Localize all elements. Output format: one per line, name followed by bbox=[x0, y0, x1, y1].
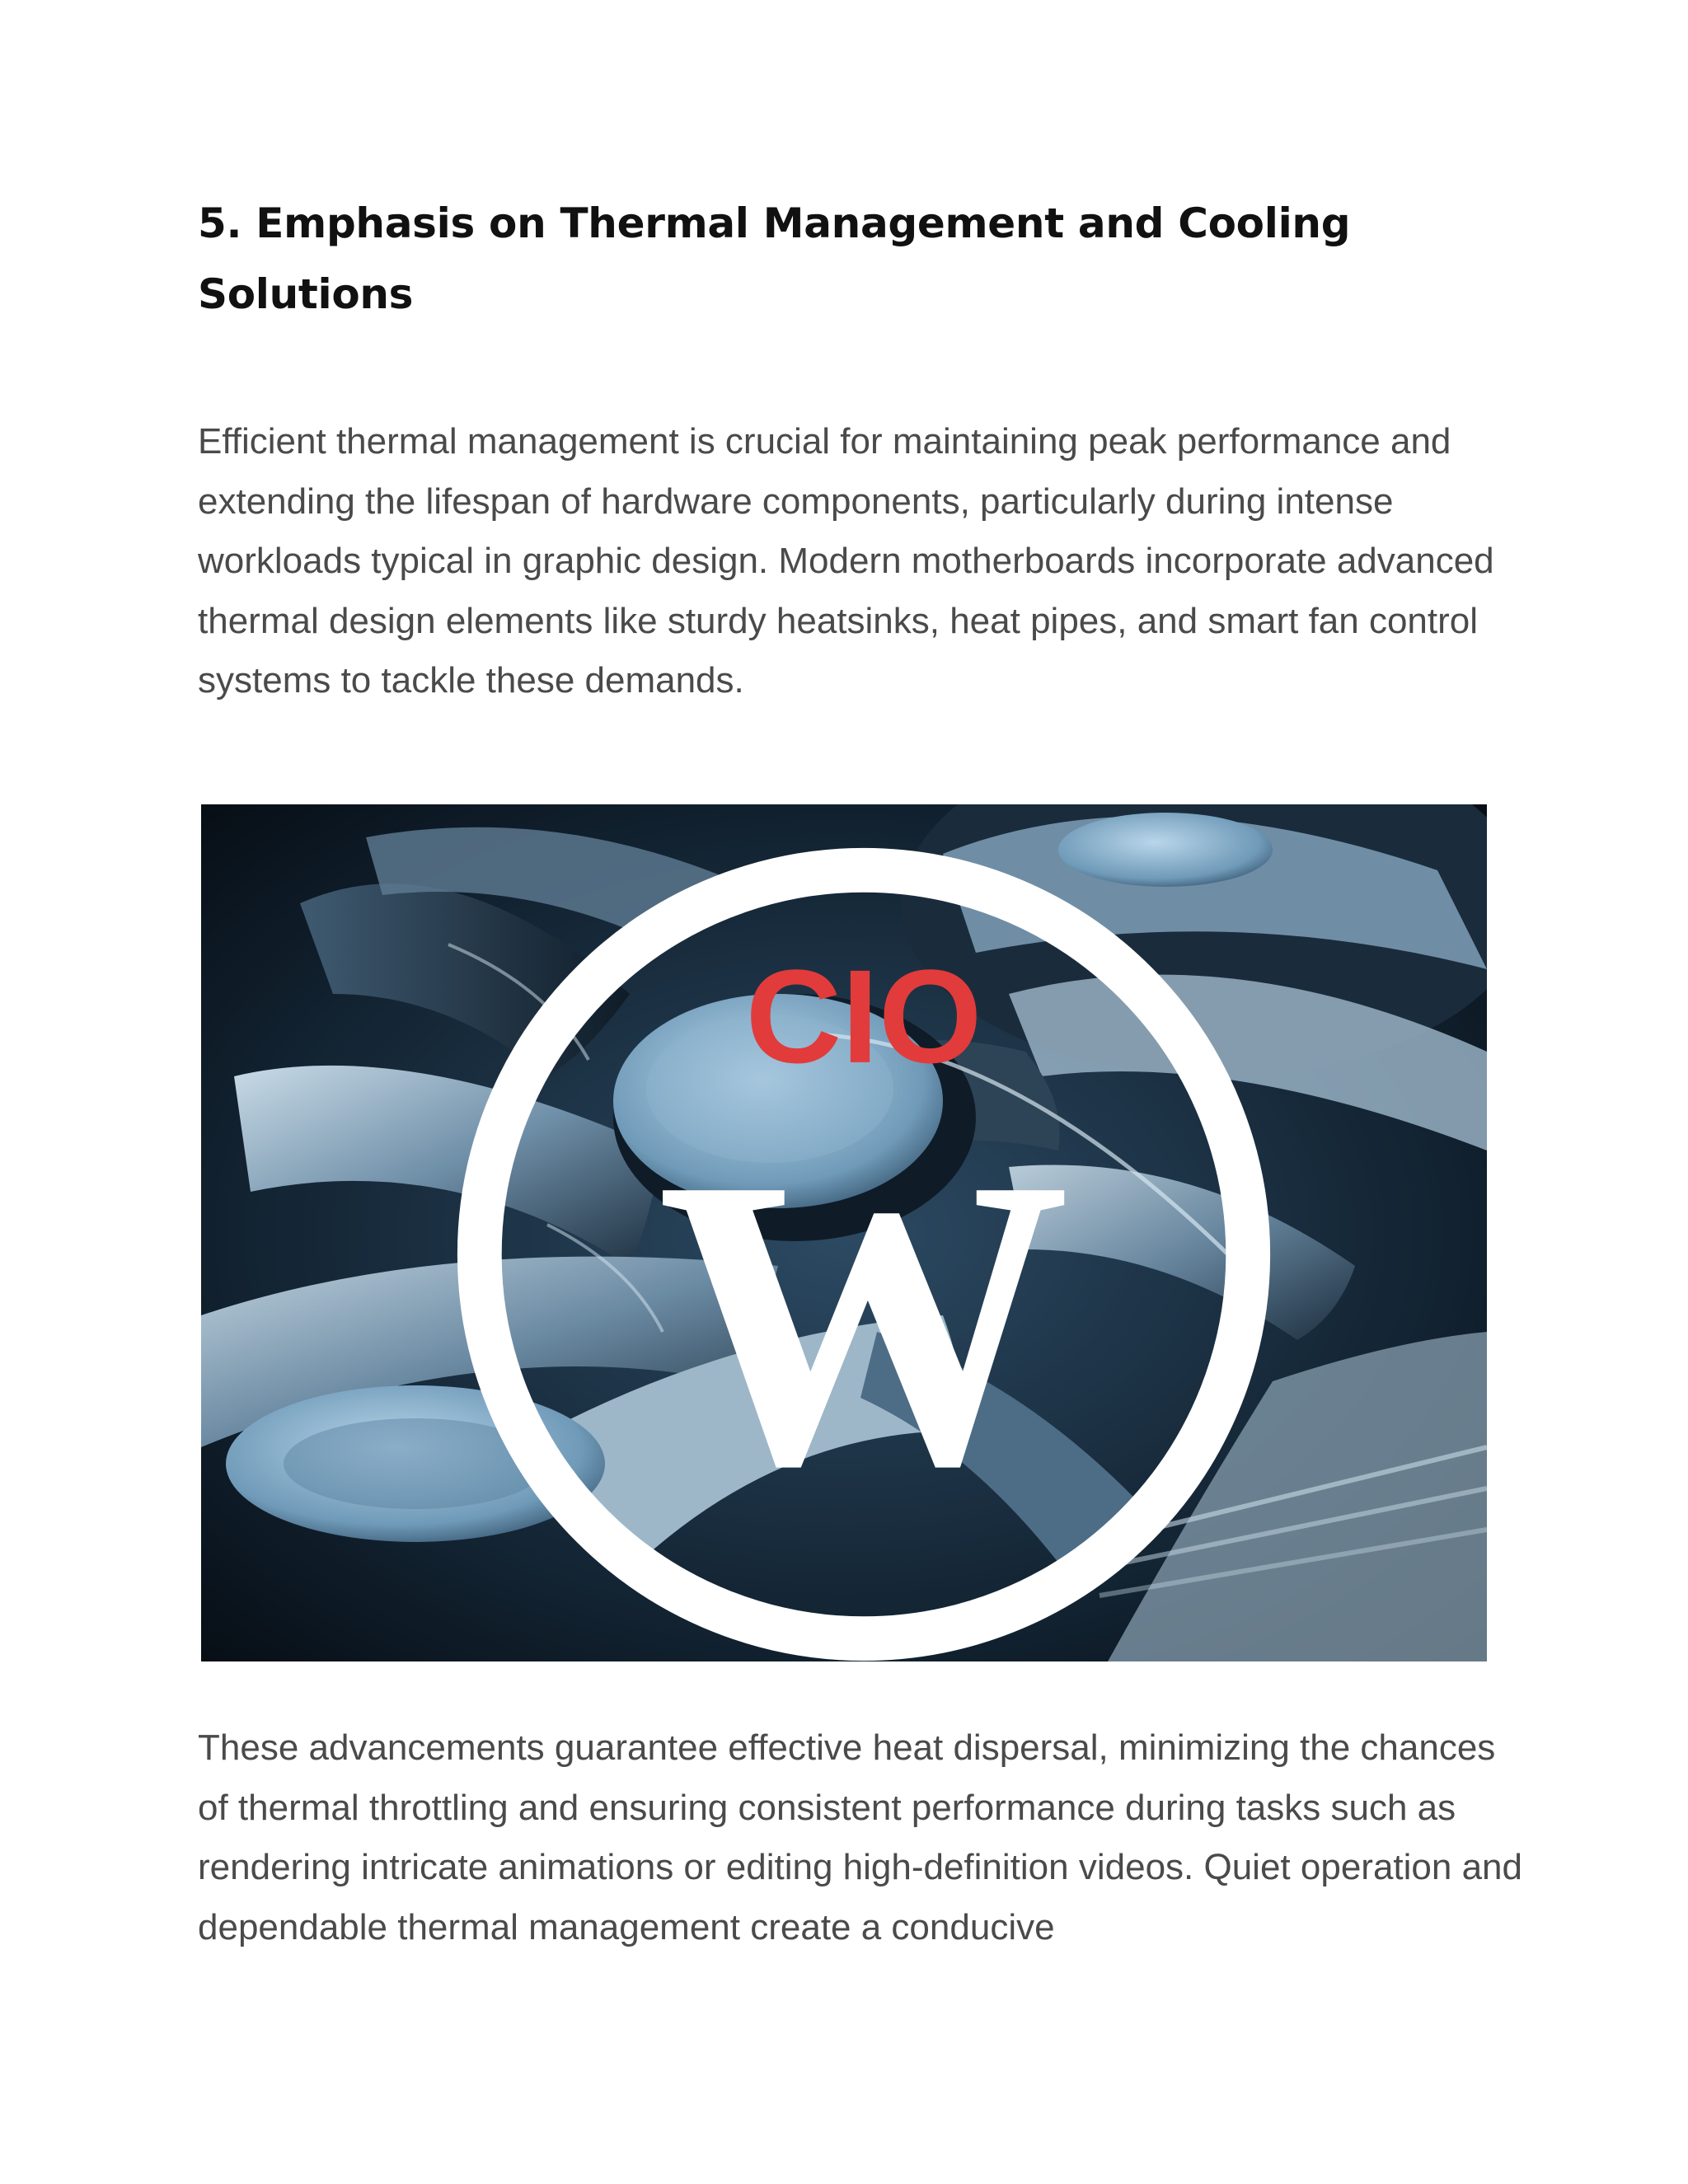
svg-text:W: W bbox=[656, 1093, 1071, 1552]
section-heading-line-1: 5. Emphasis on Thermal Management and Cooling bbox=[198, 199, 1351, 247]
section-heading bbox=[198, 188, 1517, 330]
svg-text:CIO: CIO bbox=[745, 942, 982, 1091]
body-paragraph-1: Efficient thermal management is crucial for maintaining peak performance and extending the lifespan of hardware components, particularly during intense workloads typical in graphic design. Modern motherboards incorporate advanced thermal design elements like sturdy heatsinks, heat pipes, and smart fan control systems to tackle these demands. bbox=[198, 421, 1494, 701]
cooling-fan-photo bbox=[201, 804, 1487, 1661]
section-heading-line-2: Solutions bbox=[198, 270, 414, 318]
watermark-logo bbox=[221, 826, 1487, 1661]
body-paragraph-2: These advancements guarantee effective heat dispersal, minimizing the chances of thermal throttling and ensuring consistent performance during tasks such as rendering intricate animations or editing high-definition videos. Quiet operation and dependable thermal management create a conducive bbox=[198, 1727, 1522, 1947]
